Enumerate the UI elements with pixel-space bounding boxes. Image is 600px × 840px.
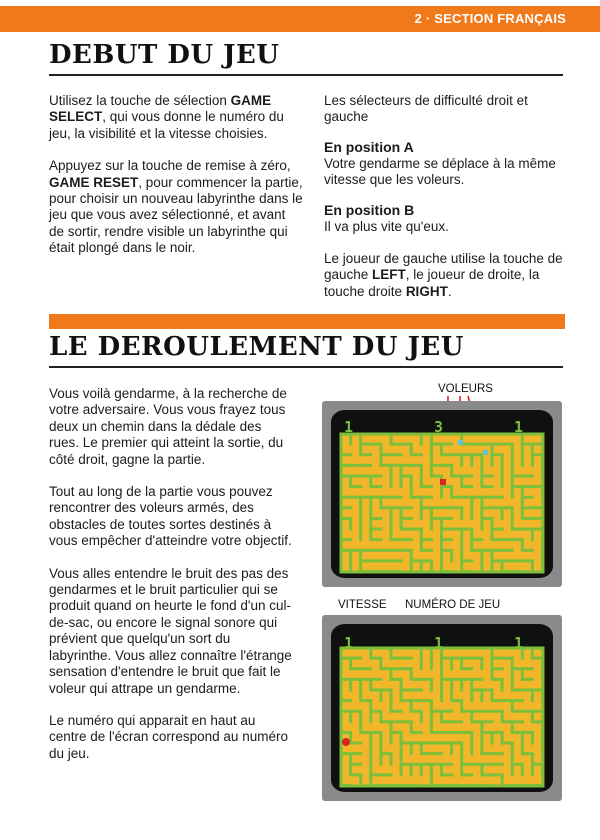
maze-wall bbox=[359, 712, 362, 724]
maze-wall bbox=[523, 496, 534, 499]
maze-wall bbox=[349, 680, 352, 692]
maze-wall bbox=[440, 659, 443, 671]
maze-wall bbox=[422, 538, 433, 541]
maze-wall bbox=[341, 699, 352, 702]
maze-wall bbox=[412, 678, 423, 681]
maze-wall bbox=[351, 464, 362, 467]
maze-wall bbox=[361, 443, 372, 446]
key-game-reset: GAME RESET bbox=[49, 174, 139, 190]
maze-wall bbox=[371, 485, 382, 488]
maze-wall bbox=[422, 485, 433, 488]
game-number-1: 3 bbox=[434, 418, 444, 436]
maze-wall bbox=[390, 754, 393, 766]
maze-wall bbox=[402, 688, 413, 691]
maze-wall bbox=[521, 765, 524, 777]
section1-rule bbox=[49, 74, 563, 76]
maze-wall bbox=[392, 443, 403, 446]
maze-wall bbox=[392, 657, 403, 660]
maze-wall bbox=[430, 712, 433, 724]
maze-wall bbox=[452, 496, 463, 499]
maze-wall bbox=[392, 710, 403, 713]
maze-wall bbox=[531, 690, 534, 702]
maze-wall bbox=[390, 466, 393, 478]
maze-wall bbox=[501, 476, 504, 488]
maze-wall bbox=[430, 519, 433, 531]
maze-wall bbox=[371, 474, 382, 477]
maze-wall bbox=[513, 559, 524, 562]
maze-wall bbox=[392, 549, 403, 552]
maze-wall bbox=[430, 765, 433, 777]
maze-wall bbox=[511, 487, 514, 499]
maze-wall bbox=[351, 752, 362, 755]
maze-wall bbox=[422, 752, 433, 755]
maze-wall bbox=[450, 680, 453, 692]
maze-wall bbox=[430, 445, 433, 457]
paragraph-game-select bbox=[49, 93, 304, 142]
maze-wall bbox=[482, 506, 493, 509]
key-game-select: GAME SELECT bbox=[49, 93, 272, 125]
key-right: RIGHT bbox=[405, 283, 448, 299]
maze-wall bbox=[361, 549, 372, 552]
maze-wall bbox=[460, 540, 463, 552]
maze-wall bbox=[440, 551, 443, 563]
maze-wall bbox=[422, 549, 433, 552]
maze-wall bbox=[381, 549, 392, 552]
text: Appuyez sur la touche de remise à zéro, bbox=[49, 158, 291, 174]
maze-wall bbox=[531, 733, 534, 745]
text: , pour commencer la partie, pour choisir un nouveau labyrinthe dans le jeu que vous avez sélectionné, et avant de sortir, rendre visible un labyrinthe qui était plongé dans le noir. bbox=[49, 174, 303, 256]
score-left-2: 1 bbox=[344, 634, 354, 652]
maze-wall bbox=[432, 506, 443, 509]
callout-voleurs: VOLEURS bbox=[438, 383, 493, 395]
maze-wall bbox=[442, 528, 453, 531]
maze-wall bbox=[432, 731, 443, 734]
maze-wall bbox=[432, 464, 443, 467]
maze-wall bbox=[460, 530, 463, 542]
maze-wall bbox=[371, 559, 382, 562]
maze-wall bbox=[371, 538, 382, 541]
maze-wall bbox=[480, 455, 483, 467]
maze-wall bbox=[361, 667, 372, 670]
maze-wall bbox=[470, 498, 473, 510]
maze-wall bbox=[390, 733, 393, 745]
maze-wall bbox=[392, 720, 403, 723]
maze-wall bbox=[472, 538, 483, 541]
maze-wall bbox=[450, 551, 453, 563]
maze-wall bbox=[392, 667, 403, 670]
maze-wall bbox=[341, 453, 352, 456]
maze-wall bbox=[493, 443, 504, 446]
maze-wall bbox=[349, 712, 352, 724]
maze-wall bbox=[480, 733, 483, 745]
maze-wall bbox=[351, 485, 362, 488]
maze-wall bbox=[470, 508, 473, 520]
maze-wall bbox=[371, 528, 382, 531]
maze-wall bbox=[349, 551, 352, 563]
maze-wall bbox=[480, 551, 483, 563]
maze-wall bbox=[341, 464, 352, 467]
maze-wall bbox=[482, 474, 493, 477]
maze-wall bbox=[523, 549, 534, 552]
maze-wall bbox=[361, 559, 372, 562]
scoreline-2 bbox=[342, 634, 542, 654]
maze-wall bbox=[420, 466, 423, 478]
maze-wall bbox=[470, 690, 473, 702]
section1-left-column bbox=[49, 93, 304, 257]
section2-title: LE DEROULEMENT DU JEU bbox=[49, 332, 464, 362]
maze-wall bbox=[402, 538, 413, 541]
maze-wall bbox=[511, 508, 514, 520]
maze-wall bbox=[511, 455, 514, 467]
maze-wall bbox=[462, 443, 473, 446]
maze-wall bbox=[513, 699, 524, 702]
maze-wall bbox=[501, 680, 504, 692]
maze-wall bbox=[531, 455, 534, 467]
maze-wall bbox=[432, 742, 443, 745]
maze-wall bbox=[442, 453, 453, 456]
maze-wall bbox=[452, 731, 463, 734]
maze-wall bbox=[501, 466, 504, 478]
maze-wall bbox=[462, 657, 473, 660]
maze-wall bbox=[341, 538, 352, 541]
maze-wall bbox=[351, 474, 362, 477]
maze-wall bbox=[452, 720, 463, 723]
maze-wall bbox=[371, 517, 382, 520]
section2-band bbox=[49, 314, 565, 329]
text: . bbox=[447, 283, 452, 299]
maze-wall bbox=[390, 690, 393, 702]
scoreline-1 bbox=[342, 418, 542, 438]
maze-wall bbox=[460, 455, 463, 467]
maze-wall bbox=[480, 690, 483, 702]
paragraph-obstacles: Tout au long de la partie vous pouvez rencontrer des voleurs armés, des obstacles de toutes sortes destinés à vous empêcher d'atteindre votre objectif. bbox=[49, 484, 292, 549]
score-right-1: 1 bbox=[514, 418, 524, 436]
maze-wall bbox=[513, 720, 524, 723]
maze-wall bbox=[379, 733, 382, 745]
maze-wall bbox=[442, 506, 453, 509]
maze-wall bbox=[523, 667, 534, 670]
paragraph-difficulty: Les sélecteurs de difficulté droit et gauche bbox=[324, 93, 528, 125]
maze-wall bbox=[359, 680, 362, 692]
position-b-title: En position B bbox=[324, 201, 415, 218]
maze-wall bbox=[359, 508, 362, 520]
maze-wall bbox=[390, 476, 393, 488]
maze-wall bbox=[501, 508, 504, 520]
maze-wall bbox=[430, 659, 433, 671]
maze-wall bbox=[410, 765, 413, 777]
maze-wall bbox=[420, 712, 423, 724]
maze-wall bbox=[381, 559, 392, 562]
paragraph-sounds: Vous alles entendre le bruit des pas des gendarmes et le bruit particulier qui se produit quand on heurte le fond d'un cul-de-sac, ou encore le signal sonore qui prévient que quelqu'un sort du labyrinthe. Vous allez connaître l'étrange sensation d'entendre le bruit que fait le voleur qui attrape un gendarme. bbox=[49, 565, 292, 696]
maze-wall bbox=[351, 742, 362, 745]
maze-wall bbox=[503, 538, 514, 541]
maze-wall bbox=[440, 487, 443, 499]
maze-wall bbox=[472, 443, 483, 446]
maze-wall bbox=[381, 496, 392, 499]
section1-title: DEBUT DU JEU bbox=[49, 40, 280, 70]
maze-wall bbox=[369, 712, 372, 724]
maze-wall bbox=[392, 496, 403, 499]
maze-wall bbox=[390, 508, 393, 520]
text: Utilisez la touche de sélection bbox=[49, 93, 227, 108]
maze-wall bbox=[420, 508, 423, 520]
section1-right-column bbox=[324, 93, 569, 300]
maze-wall bbox=[359, 519, 362, 531]
maze-wall bbox=[361, 464, 372, 467]
maze-wall bbox=[369, 733, 372, 745]
callout-numero-de-jeu: NUMÉRO DE JEU bbox=[405, 599, 501, 611]
maze-wall bbox=[462, 763, 473, 766]
paragraph-game-number: Le numéro qui apparait en haut au centre de l'écran correspond au numéro du jeu. bbox=[49, 712, 288, 761]
maze-wall bbox=[420, 765, 423, 777]
score-right-2: 1 bbox=[514, 634, 524, 652]
maze-wall bbox=[440, 680, 443, 692]
maze-wall bbox=[442, 773, 453, 776]
maze-wall bbox=[381, 773, 392, 776]
maze-wall bbox=[513, 474, 524, 477]
position-a-text: Votre gendarme se déplace à la même vitesse que les voleurs. bbox=[324, 155, 556, 188]
maze-wall bbox=[379, 690, 382, 702]
maze-wall bbox=[341, 496, 352, 499]
maze-wall bbox=[482, 752, 493, 755]
maze-wall bbox=[521, 455, 524, 467]
maze-wall bbox=[482, 710, 493, 713]
maze-wall bbox=[523, 517, 534, 520]
maze-wall bbox=[442, 763, 453, 766]
maze-wall bbox=[430, 680, 433, 692]
maze-wall bbox=[531, 765, 534, 777]
position-b-text: Il va plus vite qu'eux. bbox=[324, 218, 449, 234]
maze-wall bbox=[462, 773, 473, 776]
maze-wall bbox=[402, 506, 413, 509]
maze-wall bbox=[511, 765, 514, 777]
maze-wall bbox=[470, 733, 473, 745]
maze-wall bbox=[462, 559, 473, 562]
maze-wall bbox=[381, 453, 392, 456]
maze-wall bbox=[493, 699, 504, 702]
maze-wall bbox=[450, 744, 453, 756]
maze-wall bbox=[491, 733, 494, 745]
maze-wall bbox=[482, 485, 493, 488]
maze-wall bbox=[422, 496, 433, 499]
maze-wall bbox=[422, 742, 433, 745]
maze-wall bbox=[351, 657, 362, 660]
maze-wall bbox=[511, 744, 514, 756]
maze-wall bbox=[513, 710, 524, 713]
maze-wall bbox=[410, 744, 413, 756]
section-header-band bbox=[0, 6, 600, 32]
maze-wall bbox=[392, 453, 403, 456]
maze-wall bbox=[460, 508, 463, 520]
maze-wall bbox=[482, 720, 493, 723]
maze-wall bbox=[412, 453, 423, 456]
maze-wall bbox=[493, 528, 504, 531]
maze-wall bbox=[412, 699, 423, 702]
text: , qui vous donne le numéro du jeu, la visibilité et la vitesse choisies. bbox=[49, 109, 284, 141]
maze-wall bbox=[460, 680, 463, 692]
maze-wall bbox=[511, 445, 514, 457]
maze-wall bbox=[523, 506, 534, 509]
maze-wall bbox=[501, 455, 504, 467]
maze-wall bbox=[412, 731, 423, 734]
game-number-2: 1 bbox=[434, 634, 444, 652]
section-label: 2 · SECTION FRANÇAIS bbox=[414, 11, 566, 26]
maze-wall bbox=[402, 464, 413, 467]
maze-wall bbox=[442, 517, 453, 520]
maze-wall bbox=[442, 538, 453, 541]
maze-wall bbox=[493, 657, 504, 660]
gendarme-marker bbox=[440, 479, 446, 485]
score-left-1: 1 bbox=[344, 418, 354, 436]
maze-wall bbox=[493, 752, 504, 755]
maze-wall bbox=[359, 530, 362, 542]
maze-wall bbox=[513, 528, 524, 531]
maze-wall bbox=[369, 498, 372, 510]
maze-wall bbox=[462, 474, 473, 477]
maze-wall bbox=[472, 678, 483, 681]
maze-wall bbox=[432, 752, 443, 755]
maze-wall bbox=[351, 667, 362, 670]
maze-wall bbox=[491, 455, 494, 467]
maze-wall bbox=[371, 549, 382, 552]
maze-wall bbox=[371, 773, 382, 776]
paragraph-left-right bbox=[324, 251, 569, 300]
maze-wall bbox=[400, 765, 403, 777]
voleur-marker bbox=[458, 440, 463, 445]
maze-wall bbox=[420, 659, 423, 671]
maze-wall bbox=[369, 744, 372, 756]
paragraph-game-reset bbox=[49, 158, 304, 256]
maze-wall bbox=[369, 754, 372, 766]
text: , le joueur de droite, la touche droite bbox=[324, 267, 540, 299]
maze-wall bbox=[460, 744, 463, 756]
maze-wall bbox=[531, 530, 534, 542]
maze-wall bbox=[511, 669, 514, 681]
maze-wall bbox=[400, 744, 403, 756]
maze-wall bbox=[503, 549, 514, 552]
key-left: LEFT bbox=[372, 267, 406, 283]
maze-wall bbox=[513, 688, 524, 691]
maze-wall bbox=[379, 754, 382, 766]
maze-wall bbox=[470, 744, 473, 756]
maze-wall bbox=[442, 731, 453, 734]
section2-rule bbox=[49, 366, 563, 368]
maze-wall bbox=[462, 485, 473, 488]
maze-wall bbox=[351, 763, 362, 766]
maze-wall bbox=[442, 443, 453, 446]
maze-wall bbox=[480, 659, 483, 671]
maze-wall bbox=[402, 528, 413, 531]
maze-wall bbox=[472, 710, 483, 713]
position-a-title: En position A bbox=[324, 138, 414, 155]
maze-wall bbox=[521, 445, 524, 457]
maze-wall bbox=[523, 485, 534, 488]
callout-vitesse: VITESSE bbox=[338, 599, 387, 611]
maze-wall bbox=[341, 506, 352, 509]
maze-wall bbox=[493, 496, 504, 499]
paragraph-intro: Vous voilà gendarme, à la recherche de votre adversaire. Vous vous frayez tous deux un chemin dans la dédale des rues. Le premier qui atteint la sortie, du côté droit, gagne la partie. bbox=[49, 386, 287, 467]
maze-wall bbox=[361, 453, 372, 456]
maze-wall bbox=[442, 710, 453, 713]
maze-wall bbox=[482, 496, 493, 499]
maze-wall bbox=[523, 678, 534, 681]
section2-text-column bbox=[49, 386, 294, 762]
maze-wall bbox=[402, 517, 413, 520]
maze-wall bbox=[493, 538, 504, 541]
voleur-marker bbox=[483, 450, 488, 455]
maze-wall bbox=[440, 690, 443, 702]
maze-wall bbox=[349, 519, 352, 531]
maze-wall bbox=[371, 678, 382, 681]
maze-wall bbox=[450, 659, 453, 671]
maze-wall bbox=[482, 773, 493, 776]
maze-wall bbox=[402, 657, 413, 660]
maze-wall bbox=[493, 763, 504, 766]
maze-wall bbox=[523, 474, 534, 477]
text: Le joueur de gauche utilise la touche de gauche bbox=[324, 251, 563, 283]
maze-wall bbox=[359, 498, 362, 510]
maze-wall bbox=[462, 667, 473, 670]
maze-wall bbox=[521, 733, 524, 745]
maze-wall bbox=[442, 720, 453, 723]
maze-wall bbox=[392, 559, 403, 562]
maze-wall bbox=[493, 549, 504, 552]
maze-wall bbox=[470, 455, 473, 467]
maze-wall bbox=[412, 688, 423, 691]
maze-wall bbox=[493, 667, 504, 670]
maze-wall bbox=[482, 763, 493, 766]
maze-wall bbox=[410, 476, 413, 488]
maze-wall bbox=[480, 519, 483, 531]
maze-wall bbox=[503, 559, 514, 562]
maze-wall bbox=[400, 476, 403, 488]
maze-wall bbox=[390, 519, 393, 531]
maze-wall bbox=[392, 538, 403, 541]
gendarme-marker bbox=[342, 738, 350, 746]
